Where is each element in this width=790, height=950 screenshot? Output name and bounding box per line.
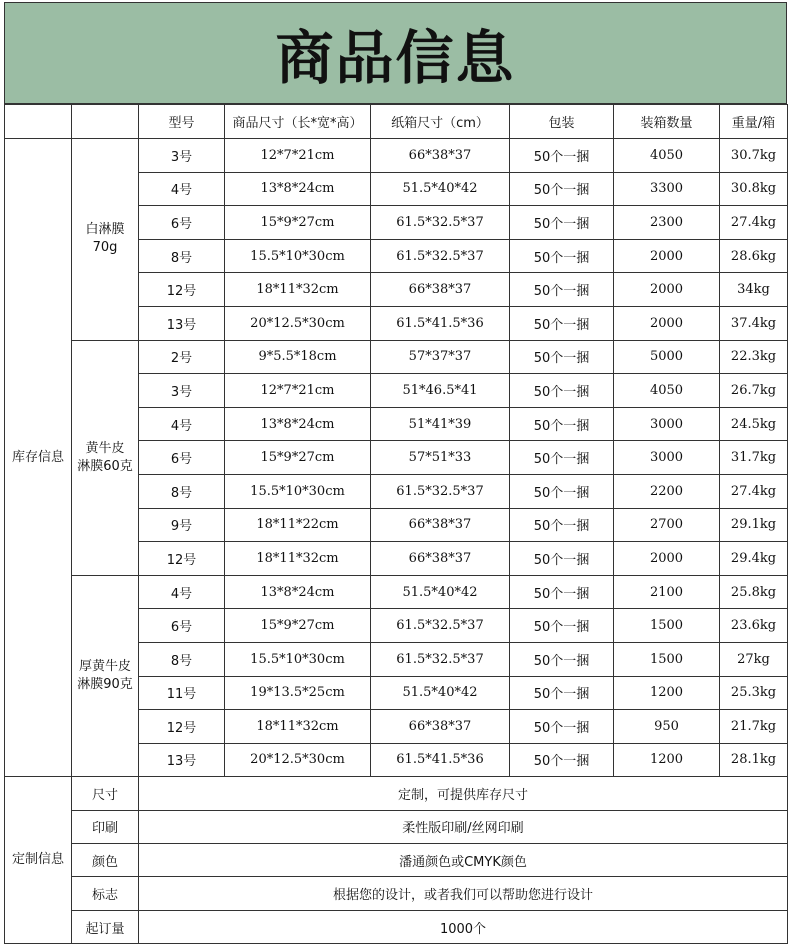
model-cell: 6号 (139, 441, 225, 475)
weight-cell: 26.7kg (720, 374, 788, 408)
custom-item-label: 颜色 (72, 844, 139, 877)
weight-cell: 30.8kg (720, 172, 788, 206)
packing-cell: 50个一捆 (510, 340, 614, 374)
product-size-cell: 15*9*27cm (225, 609, 371, 643)
custom-row (5, 877, 788, 910)
custom-item-value: 1000个 (139, 910, 788, 943)
product-size-cell: 18*11*32cm (225, 710, 371, 744)
quantity-cell: 2000 (614, 542, 720, 576)
carton-size-cell: 51.5*40*42 (371, 575, 510, 609)
packing-cell: 50个一捆 (510, 273, 614, 307)
custom-item-label: 尺寸 (72, 777, 139, 810)
group-name: 厚黄牛皮 (78, 659, 131, 674)
carton-size-cell: 61.5*41.5*36 (371, 306, 510, 340)
table-row (5, 575, 788, 609)
carton-size-cell: 61.5*41.5*36 (371, 743, 510, 777)
carton-size-cell: 51*46.5*41 (371, 374, 510, 408)
carton-size-cell: 61.5*32.5*37 (371, 206, 510, 240)
product-table-body (5, 105, 788, 944)
weight-cell: 28.1kg (720, 743, 788, 777)
product-size-cell: 9*5.5*18cm (225, 340, 371, 374)
model-cell: 6号 (139, 609, 225, 643)
carton-size-cell: 61.5*32.5*37 (371, 609, 510, 643)
weight-cell: 28.6kg (720, 239, 788, 273)
packing-cell: 50个一捆 (510, 441, 614, 475)
quantity-cell: 2200 (614, 474, 720, 508)
title-banner (4, 2, 787, 104)
quantity-cell: 1200 (614, 743, 720, 777)
header-cell: 重量/箱 (720, 105, 788, 139)
weight-cell: 27.4kg (720, 206, 788, 240)
model-cell: 2号 (139, 340, 225, 374)
model-cell: 6号 (139, 206, 225, 240)
carton-size-cell: 51.5*40*42 (371, 676, 510, 710)
packing-cell: 50个一捆 (510, 306, 614, 340)
group-spec: 淋膜90克 (77, 677, 133, 692)
quantity-cell: 2300 (614, 206, 720, 240)
header-cell (72, 105, 139, 139)
group-name-cell (72, 139, 139, 341)
quantity-cell: 1500 (614, 609, 720, 643)
custom-item-value: 潘通颜色或CMYK颜色 (139, 844, 788, 877)
weight-cell: 21.7kg (720, 710, 788, 744)
packing-cell: 50个一捆 (510, 206, 614, 240)
custom-item-label: 标志 (72, 877, 139, 910)
carton-size-cell: 51.5*40*42 (371, 172, 510, 206)
group-spec: 淋膜60克 (77, 458, 133, 474)
quantity-cell: 2000 (614, 306, 720, 340)
packing-cell: 50个一捆 (510, 609, 614, 643)
packing-cell: 50个一捆 (510, 139, 614, 173)
quantity-cell: 2100 (614, 575, 720, 609)
model-cell: 8号 (139, 642, 225, 676)
carton-size-cell: 66*38*37 (371, 273, 510, 307)
header-cell: 装箱数量 (614, 105, 720, 139)
group-spec: 70g (92, 240, 118, 256)
weight-cell: 22.3kg (720, 340, 788, 374)
stock-info-label: 库存信息 (5, 139, 72, 777)
packing-cell: 50个一捆 (510, 239, 614, 273)
weight-cell: 25.3kg (720, 676, 788, 710)
product-size-cell: 12*7*21cm (225, 374, 371, 408)
weight-cell: 29.1kg (720, 508, 788, 542)
header-cell (5, 105, 72, 139)
model-cell: 8号 (139, 474, 225, 508)
product-size-cell: 15.5*10*30cm (225, 474, 371, 508)
custom-row (5, 844, 788, 877)
product-size-cell: 19*13.5*25cm (225, 676, 371, 710)
custom-info-label: 定制信息 (5, 777, 72, 944)
custom-row (5, 910, 788, 943)
packing-cell: 50个一捆 (510, 743, 614, 777)
weight-cell: 34kg (720, 273, 788, 307)
product-size-cell: 13*8*24cm (225, 172, 371, 206)
packing-cell: 50个一捆 (510, 407, 614, 441)
custom-item-value: 根据您的设计，或者我们可以帮助您进行设计 (139, 877, 788, 910)
page-title: 商品信息 (275, 24, 516, 92)
group-name-cell (72, 340, 139, 575)
carton-size-cell: 57*51*33 (371, 441, 510, 475)
carton-size-cell: 57*37*37 (371, 340, 510, 374)
product-size-cell: 15.5*10*30cm (225, 239, 371, 273)
product-size-cell: 13*8*24cm (225, 407, 371, 441)
quantity-cell: 1500 (614, 642, 720, 676)
table-row (5, 139, 788, 173)
carton-size-cell: 66*38*37 (371, 542, 510, 576)
product-size-cell: 13*8*24cm (225, 575, 371, 609)
quantity-cell: 2000 (614, 273, 720, 307)
model-cell: 8号 (139, 239, 225, 273)
product-size-cell: 15.5*10*30cm (225, 642, 371, 676)
weight-cell: 25.8kg (720, 575, 788, 609)
header-cell: 纸箱尺寸（cm） (371, 105, 510, 139)
quantity-cell: 4050 (614, 374, 720, 408)
weight-cell: 27.4kg (720, 474, 788, 508)
weight-cell: 24.5kg (720, 407, 788, 441)
custom-item-label: 起订量 (72, 910, 139, 943)
header-row (5, 105, 788, 139)
model-cell: 9号 (139, 508, 225, 542)
weight-cell: 30.7kg (720, 139, 788, 173)
product-size-cell: 20*12.5*30cm (225, 306, 371, 340)
group-name: 黄牛皮 (85, 440, 125, 456)
custom-item-value: 柔性版印刷/丝网印刷 (139, 810, 788, 843)
quantity-cell: 4050 (614, 139, 720, 173)
model-cell: 11号 (139, 676, 225, 710)
packing-cell: 50个一捆 (510, 676, 614, 710)
product-table (4, 104, 788, 944)
carton-size-cell: 66*38*37 (371, 710, 510, 744)
quantity-cell: 2000 (614, 239, 720, 273)
product-size-cell: 20*12.5*30cm (225, 743, 371, 777)
quantity-cell: 3000 (614, 441, 720, 475)
custom-item-label: 印刷 (72, 810, 139, 843)
quantity-cell: 2700 (614, 508, 720, 542)
packing-cell: 50个一捆 (510, 374, 614, 408)
weight-cell: 31.7kg (720, 441, 788, 475)
model-cell: 4号 (139, 575, 225, 609)
group-name-cell (72, 575, 139, 777)
product-size-cell: 15*9*27cm (225, 206, 371, 240)
weight-cell: 23.6kg (720, 609, 788, 643)
quantity-cell: 950 (614, 710, 720, 744)
header-cell: 包装 (510, 105, 614, 139)
model-cell: 12号 (139, 542, 225, 576)
packing-cell: 50个一捆 (510, 172, 614, 206)
quantity-cell: 3000 (614, 407, 720, 441)
quantity-cell: 3300 (614, 172, 720, 206)
product-size-cell: 18*11*22cm (225, 508, 371, 542)
header-cell: 商品尺寸（长*宽*高） (225, 105, 371, 139)
packing-cell: 50个一捆 (510, 710, 614, 744)
carton-size-cell: 61.5*32.5*37 (371, 474, 510, 508)
packing-cell: 50个一捆 (510, 642, 614, 676)
carton-size-cell: 61.5*32.5*37 (371, 642, 510, 676)
custom-row (5, 810, 788, 843)
model-cell: 13号 (139, 743, 225, 777)
product-size-cell: 18*11*32cm (225, 273, 371, 307)
product-size-cell: 18*11*32cm (225, 542, 371, 576)
custom-item-value: 定制，可提供库存尺寸 (139, 777, 788, 810)
weight-cell: 37.4kg (720, 306, 788, 340)
product-size-cell: 15*9*27cm (225, 441, 371, 475)
table-row (5, 340, 788, 374)
weight-cell: 27kg (720, 642, 788, 676)
model-cell: 4号 (139, 172, 225, 206)
model-cell: 12号 (139, 273, 225, 307)
model-cell: 13号 (139, 306, 225, 340)
packing-cell: 50个一捆 (510, 508, 614, 542)
product-size-cell: 12*7*21cm (225, 139, 371, 173)
quantity-cell: 5000 (614, 340, 720, 374)
model-cell: 3号 (139, 139, 225, 173)
carton-size-cell: 61.5*32.5*37 (371, 239, 510, 273)
packing-cell: 50个一捆 (510, 474, 614, 508)
carton-size-cell: 66*38*37 (371, 508, 510, 542)
packing-cell: 50个一捆 (510, 575, 614, 609)
model-cell: 3号 (139, 374, 225, 408)
group-name: 白淋膜 (85, 222, 125, 238)
weight-cell: 29.4kg (720, 542, 788, 576)
quantity-cell: 1200 (614, 676, 720, 710)
header-cell: 型号 (139, 105, 225, 139)
model-cell: 4号 (139, 407, 225, 441)
carton-size-cell: 66*38*37 (371, 139, 510, 173)
model-cell: 12号 (139, 710, 225, 744)
custom-row (5, 777, 788, 810)
carton-size-cell: 51*41*39 (371, 407, 510, 441)
packing-cell: 50个一捆 (510, 542, 614, 576)
